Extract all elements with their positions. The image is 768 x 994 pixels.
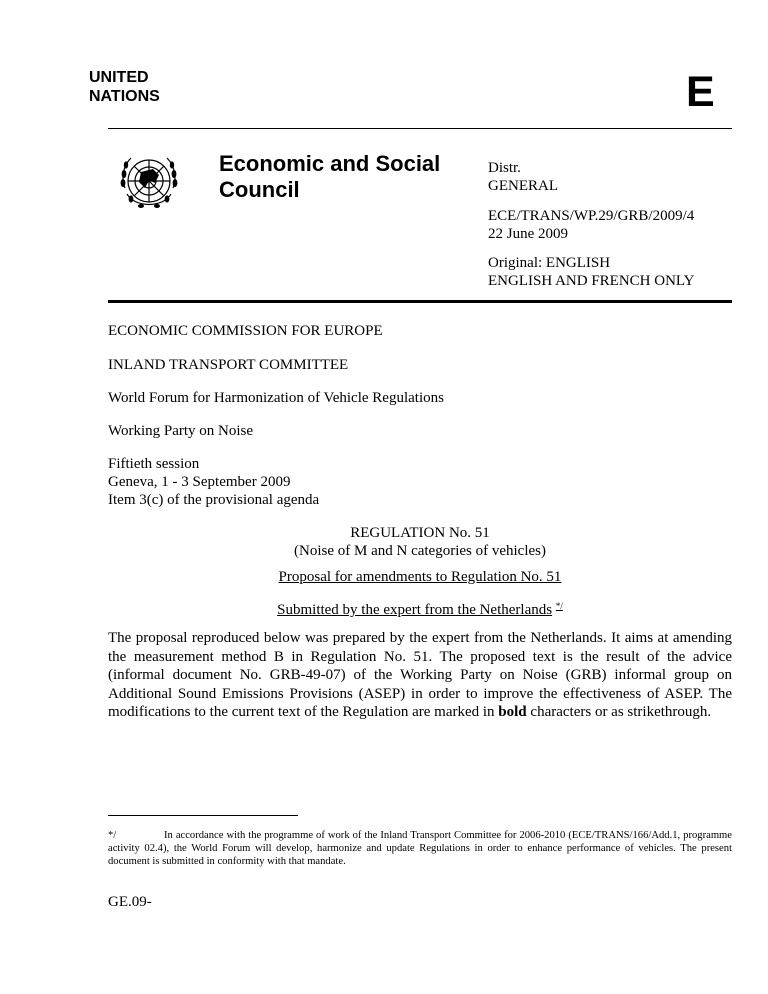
original-language: Original: ENGLISH bbox=[488, 255, 611, 271]
proposal-title-text: Proposal for amendments to Regulation No. 51 bbox=[278, 569, 562, 585]
intro-text-1: The proposal reproduced below was prepared by the expert from the Netherlands. It aims at amending the measurement method B in Regulation No. 51. The proposed text is the result of the advice (informal document No. GRB-49-07) of the Working Party on Noise (GRB) informal group on Additional Sound Emissions Provisions (ASEP) in order to improve the effectiveness of ASEP. The modifications to the current text of the Regulation are marked in bbox=[108, 630, 732, 720]
language-block bbox=[488, 254, 694, 290]
council-title-line1: Economic and Social bbox=[219, 151, 441, 176]
footnote-reference[interactable]: */ bbox=[555, 601, 563, 611]
available-languages: ENGLISH AND FRENCH ONLY bbox=[488, 273, 695, 289]
council-title-line2: Council bbox=[219, 177, 300, 202]
header-divider bbox=[108, 128, 732, 129]
commission-name: ECONOMIC COMMISSION FOR EUROPE bbox=[108, 323, 383, 339]
distr-value: GENERAL bbox=[488, 178, 558, 194]
header-thick-divider bbox=[108, 300, 732, 303]
intro-text-2: characters or as strikethrough. bbox=[526, 704, 712, 720]
document-symbol-block bbox=[488, 207, 694, 243]
submitted-by bbox=[108, 597, 732, 619]
session-name: Fiftieth session bbox=[108, 456, 200, 472]
distr-label: Distr. bbox=[488, 160, 521, 176]
organization-name-line1: UNITED bbox=[89, 69, 149, 86]
document-date: 22 June 2009 bbox=[488, 226, 568, 242]
submitted-by-text: Submitted by the expert from the Netherlands bbox=[277, 602, 553, 618]
proposal-title bbox=[108, 568, 732, 586]
footnote bbox=[108, 829, 732, 868]
introduction-paragraph bbox=[108, 629, 732, 722]
organization-name-line2: NATIONS bbox=[89, 88, 160, 105]
footnote-text: In accordance with the programme of work of the Inland Transport Committee for 2006-2010 (ECE/TRANS/166/Add.1, programme activity 02.4), the World Forum will develop, harmonize and update Regulations in order to enhance performance of vehicles. The present document is submitted in conformity with that mandate. bbox=[108, 830, 732, 867]
un-emblem-icon bbox=[115, 150, 183, 218]
working-party-name: Working Party on Noise bbox=[108, 423, 254, 439]
distribution-block bbox=[488, 159, 558, 195]
council-title bbox=[219, 151, 440, 203]
language-letter: E bbox=[686, 68, 715, 116]
footnote-mark: */ bbox=[108, 830, 117, 841]
job-number: GE.09- bbox=[108, 894, 152, 910]
committee-name: INLAND TRANSPORT COMMITTEE bbox=[108, 357, 349, 373]
forum-name: World Forum for Harmonization of Vehicle Regulations bbox=[108, 390, 444, 406]
regulation-subtitle: (Noise of M and N categories of vehicles) bbox=[294, 543, 546, 559]
regulation-title: REGULATION No. 51 bbox=[350, 525, 490, 541]
document-symbol: ECE/TRANS/WP.29/GRB/2009/4 bbox=[488, 208, 695, 224]
agenda-item: Item 3(c) of the provisional agenda bbox=[108, 492, 320, 508]
footnote-divider bbox=[108, 815, 298, 816]
organization-name bbox=[89, 68, 160, 106]
intro-bold-word: bold bbox=[498, 704, 527, 720]
session-place-date: Geneva, 1 - 3 September 2009 bbox=[108, 474, 291, 490]
